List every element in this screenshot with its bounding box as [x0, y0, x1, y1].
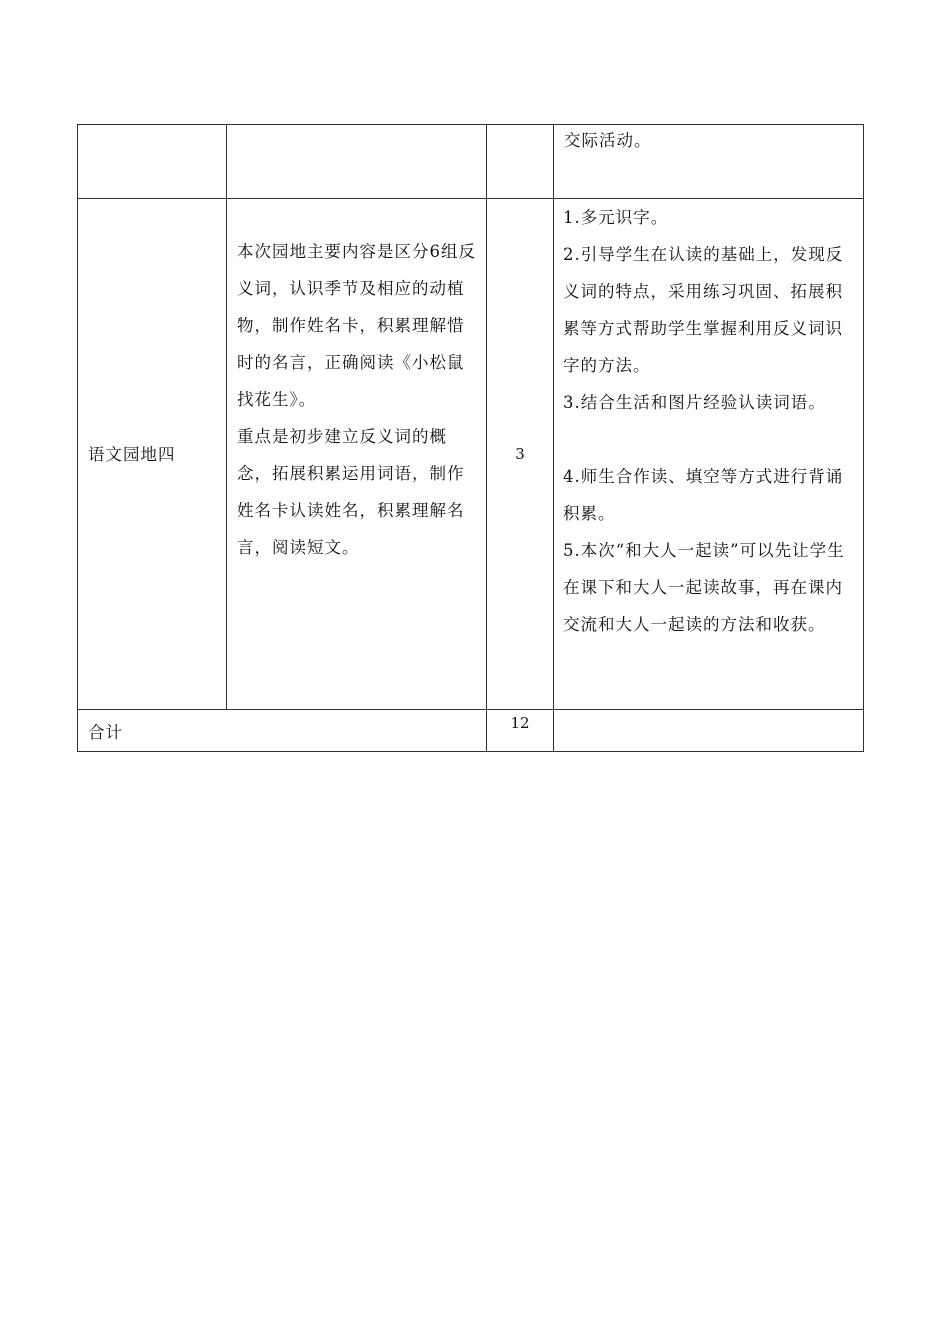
content-cell [227, 199, 487, 710]
total-label-cell [78, 710, 487, 752]
blank-line [563, 421, 857, 458]
total-label: 合计 [88, 723, 123, 742]
activity-tail-text: 交际活动。 [564, 131, 652, 150]
content-paragraph: 本次园地主要内容是区分6组反义词，认识季节及相应的动植物，制作姓名卡，积累理解惜时的名言，正确阅读《小松鼠找花生》。 [237, 242, 476, 409]
unit-cell [78, 199, 227, 710]
activity-item: 5.本次“和大人一起读”可以先让学生在课下和大人一起读故事，再在课内交流和大人一起读的方法和收获。 [563, 541, 845, 634]
unit-cell-empty [78, 125, 227, 199]
total-notes-cell [554, 710, 864, 752]
activity-item: 3.结合生活和图片经验认读词语。 [563, 393, 826, 412]
activity-item: 1.多元识字。 [563, 208, 669, 227]
table-row-total [78, 710, 864, 752]
plan-table [77, 124, 864, 752]
unit-name: 语文园地四 [88, 444, 176, 464]
table-row [78, 199, 864, 710]
content-cell-empty [227, 125, 487, 199]
total-hours: 12 [510, 714, 530, 732]
hours-cell [487, 199, 554, 710]
hours-value: 3 [515, 445, 525, 463]
activities-cell [554, 199, 864, 710]
focus-paragraph: 重点是初步建立反义词的概念，拓展积累运用词语，制作姓名卡认读姓名，积累理解名言，阅读短文。 [237, 427, 465, 557]
activity-cell [554, 125, 864, 199]
hours-cell-empty [487, 125, 554, 199]
total-hours-cell [487, 710, 554, 752]
activity-item: 4.师生合作读、填空等方式进行背诵积累。 [563, 467, 844, 523]
activity-item: 2.引导学生在认读的基础上，发现反义词的特点，采用练习巩固、拓展积累等方式帮助学生掌握利用反义词识字的方法。 [563, 245, 844, 375]
table-row [78, 125, 864, 199]
